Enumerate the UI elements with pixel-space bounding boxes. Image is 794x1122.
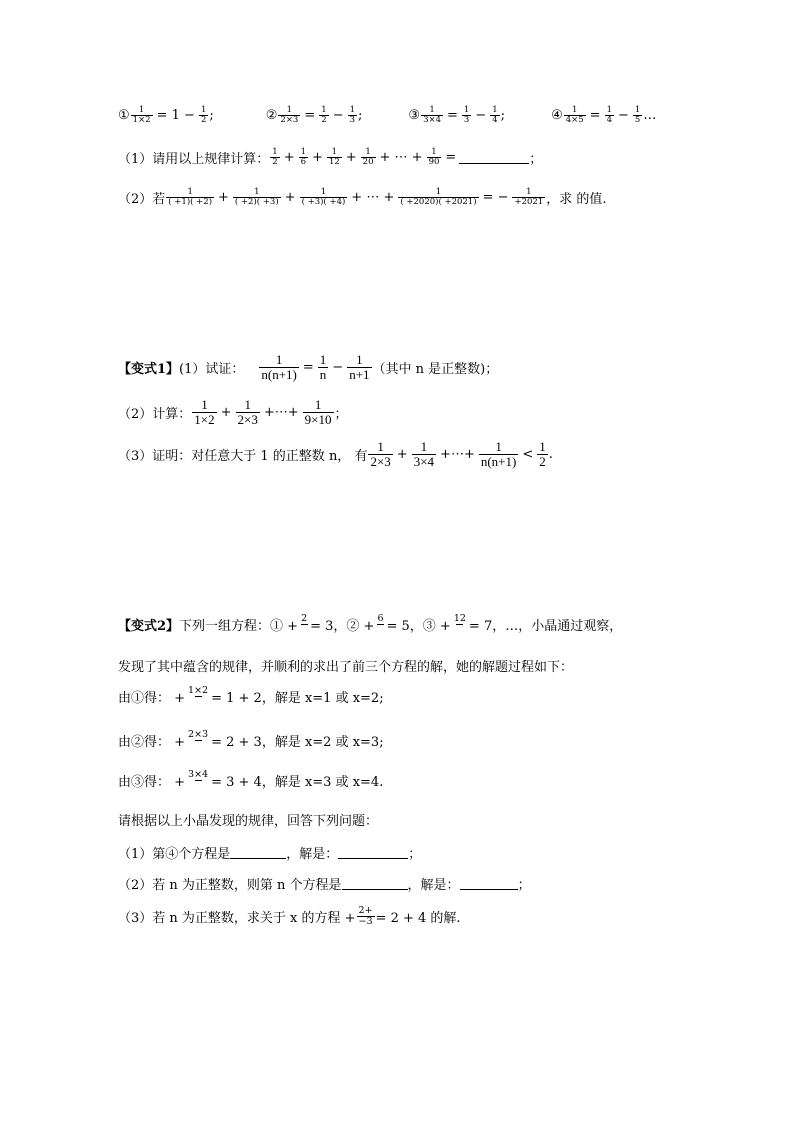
identity-2: ② $\frac{1}{2\times 3}$ = $\frac{1}{2}$ − $\frac{1}{3}$ ; xyxy=(265,105,363,126)
variant2-a2: （2）若 n 为正整数，则第 n 个方程是 ，解是： ； xyxy=(118,878,531,893)
top-identities xyxy=(118,106,656,126)
variant1-p2: （2）计算： $\frac{1}{1\times 2}$ + $\frac{1}{2\times 3}$ +⋯+ $\frac{1}{9\times 10}$ ； xyxy=(118,397,348,428)
variant1-p3: （3）证明：对任意大于 1 的正整数 n， 有 $\frac{1}{2\times 3}$ + $\frac{1}{3\times 4}$ +⋯+ $\frac{1}{n(n+1)}$ < $\frac{1}{2}$ . xyxy=(118,439,553,470)
question-1: （1）请用以上规律计算： $\frac{1}{2}$ + $\frac{1}{6}$ + $\frac{1}{12}$ + $\frac{1}{20}$ + ⋯ + $\frac{1}{90}$ = ； xyxy=(118,147,543,168)
variant2-a1: （1）第④个方程是 ，解是： ； xyxy=(118,847,422,862)
identity-1: ① $\frac{1}{1\times 2}$ = 1 − $\frac{1}{2}$ ; xyxy=(118,105,214,126)
variant2-step2: 由②得： + 2×3 = 2 + 3，解是 x=2 或 x=3; xyxy=(118,729,384,751)
answer-blank[interactable] xyxy=(338,846,408,859)
answer-blank[interactable] xyxy=(460,877,518,890)
answer-blank[interactable] xyxy=(230,846,286,859)
identity-3: ③ $\frac{1}{3\times 4}$ = $\frac{1}{3}$ − $\frac{1}{4}$ ; xyxy=(408,105,506,126)
variant2-a3: （3）若 n 为正整数，求关于 x 的方程 + $\frac{2+}{-3}$ = 2 + 4 的解. xyxy=(118,905,461,928)
variant1-p1: 【变式1】 (1）试证： $\frac{1}{n(n+1)}$ = $\frac{1}{n}$ − $\frac{1}{n+1}$ （其中 n 是正整数)； xyxy=(118,352,499,383)
variant2-intro: 【变式2】 下列一组方程：① + 2 = 3，② + 6 = 5，③ + 12 = 7，…，小晶通过观察， xyxy=(118,613,623,635)
variant2-line2: 发现了其中蕴含的规律，并顺利的求出了前三个方程的解，她的解题过程如下： xyxy=(118,660,574,675)
identity-4: ④ $\frac{1}{4\times 5}$ = $\frac{1}{4}$ − $\frac{1}{5}$ … xyxy=(551,105,657,126)
answer-blank[interactable] xyxy=(342,877,408,890)
variant2-step1: 由①得： + 1×2 = 1 + 2，解是 x=1 或 x=2; xyxy=(118,685,384,707)
question-2: （2）若 $\frac{1}{( +1)( +2)}$ + $\frac{1}{( +2)( +3)}$ + $\frac{1}{( +3)( +4)}$ + ⋯ + $\frac{1}{( +2020)( +2021)}$ = − $\frac{1}{+2021}$ ，求 的值. xyxy=(118,187,607,208)
variant2-step3: 由③得： + 3×4 = 3 + 4，解是 x=3 或 x=4. xyxy=(118,769,384,791)
variant2-ask: 请根据以上小晶发现的规律，回答下列问题： xyxy=(118,814,379,829)
answer-blank[interactable] xyxy=(459,151,529,164)
